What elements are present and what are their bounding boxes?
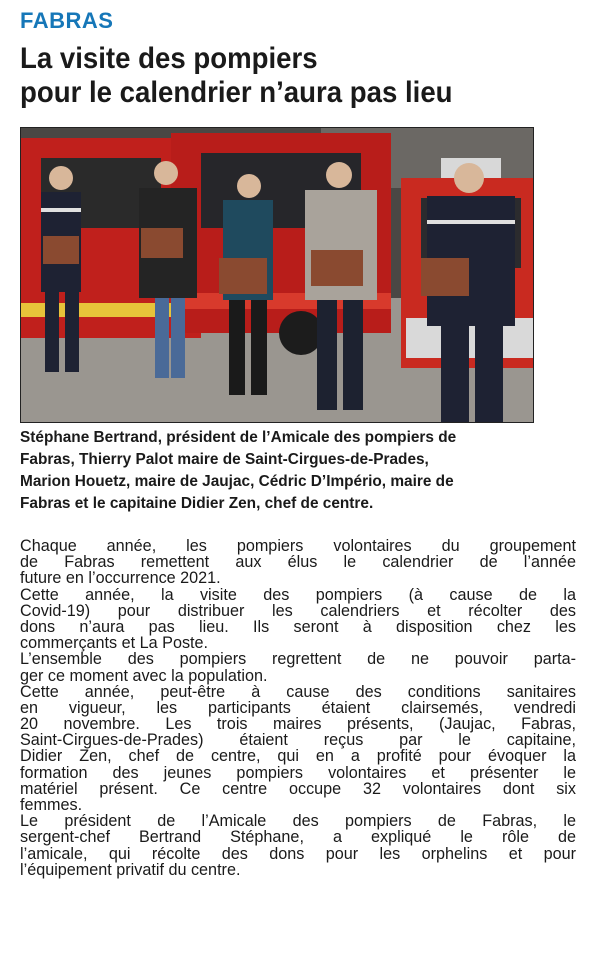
body-line: formation des jeunes pompiers volontaires et présenter le — [20, 763, 576, 782]
caption-line: Fabras et le capitaine Didier Zen, chef de centre. — [20, 495, 374, 512]
body-line: de Fabras remettent aux élus le calendrier de l’année — [20, 553, 576, 572]
caption-line: Marion Houetz, maire de Jaujac, Cédric D’Império, maire de — [20, 473, 454, 490]
photo-caption — [20, 427, 576, 515]
headline-line: La visite des pompiers — [20, 42, 318, 75]
body-line: sergent-chef Bertrand Stéphane, a expliqué le rôle de — [20, 828, 576, 847]
body-line: Didier Zen, chef de centre, qui en a profité pour évoquer la — [20, 747, 576, 766]
caption-line: Fabras, Thierry Palot maire de Saint-Cirgues-de-Prades, — [20, 451, 429, 468]
body-line: Saint-Cirgues-de-Prades) étaient reçus par le capitaine, — [20, 731, 576, 750]
photo-illustration — [21, 128, 533, 422]
body-line: femmes. — [20, 796, 83, 814]
caption-line: Stéphane Bertrand, président de l’Amicale des pompiers de — [20, 429, 457, 446]
article-body — [20, 538, 576, 878]
body-line: matériel présent. Ce centre occupe 32 volontaires dont six — [20, 779, 576, 798]
body-line: 20 novembre. Les trois maires présents, (Jaujac, Fabras, — [20, 715, 576, 734]
body-line: Le président de l’Amicale des pompiers de Fabras, le — [20, 812, 576, 831]
body-line: ger ce moment avec la population. — [20, 666, 268, 685]
body-line: L’ensemble des pompiers regrettent de ne pouvoir parta- — [20, 650, 576, 669]
body-line: Cette année, la visite des pompiers (à cause de la — [20, 585, 576, 604]
body-line: Chaque année, les pompiers volontaires du groupement — [20, 537, 576, 555]
article-photo — [20, 127, 534, 423]
body-line: l’équipement privatif du centre. — [20, 860, 241, 879]
body-line: l’amicale, qui récolte des dons pour les orphelins et pour — [20, 844, 576, 863]
body-line: commerçants et La Poste. — [20, 634, 209, 653]
body-line: Cette année, peut-être à cause des conditions sanitaires — [20, 682, 576, 701]
body-line: dons n’aura pas lieu. Ils seront à disposition chez les — [20, 617, 576, 636]
body-line: future en l’occurrence 2021. — [20, 569, 221, 588]
body-line: Covid-19) pour distribuer les calendriers et récolter des — [20, 601, 576, 620]
body-line: en vigueur, les participants étaient clairsemés, vendredi — [20, 698, 576, 717]
section-kicker: FABRAS — [20, 8, 114, 33]
headline — [20, 42, 535, 110]
headline-line: pour le calendrier n’aura pas lieu — [20, 76, 453, 109]
